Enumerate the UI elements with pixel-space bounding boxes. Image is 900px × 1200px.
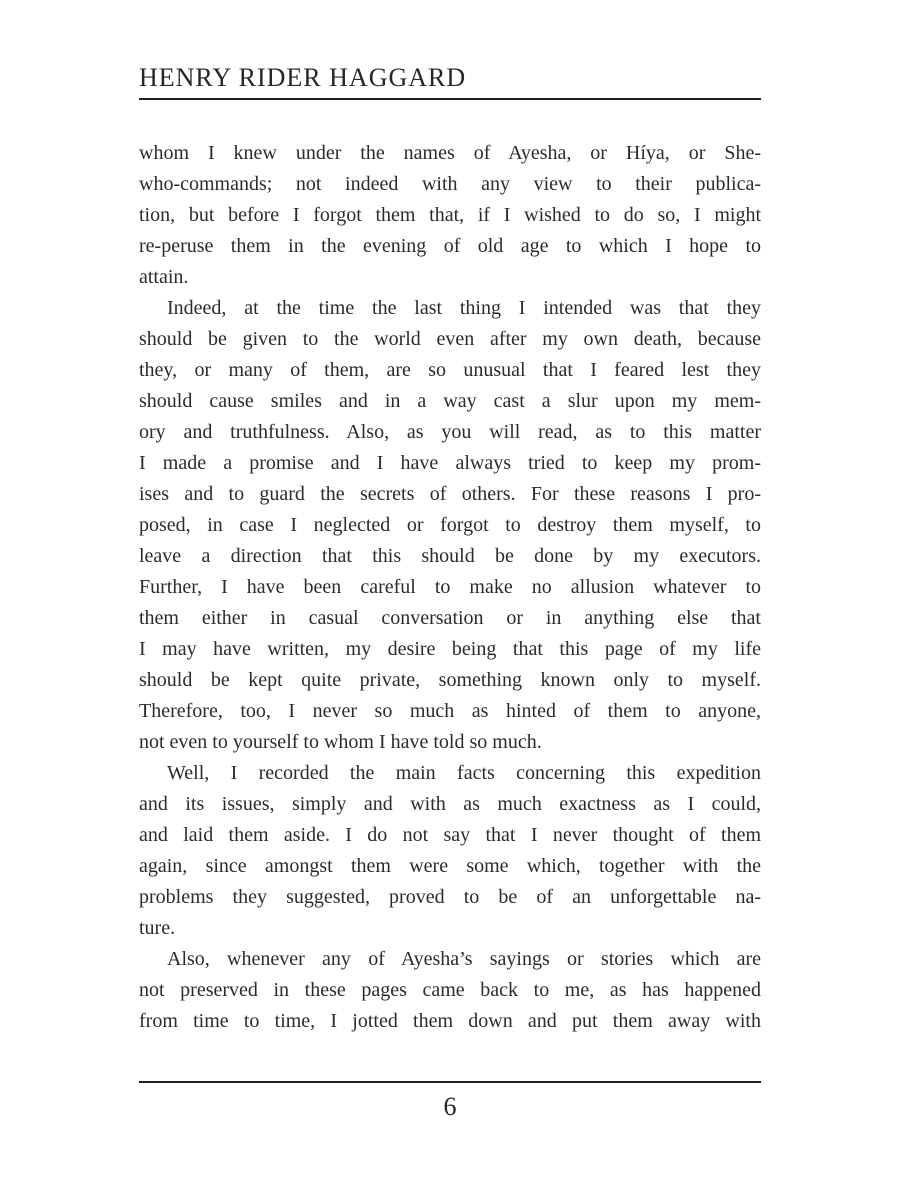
text-line: whom I knew under the names of Ayesha, or Híya, or She- xyxy=(139,142,761,164)
text-line: ory and truthfulness. Also, as you will read, as to this matter xyxy=(139,421,761,443)
text-line: not even to yourself to whom I have told so much. xyxy=(139,731,542,753)
page-number: 6 xyxy=(443,1092,457,1121)
text-line: problems they suggested, proved to be of an unforgettable na- xyxy=(139,886,761,908)
paragraph xyxy=(139,138,761,293)
header-rule xyxy=(139,98,761,100)
text-line: posed, in case I neglected or forgot to destroy them myself, to xyxy=(139,514,761,536)
text-line: not preserved in these pages came back to me, as has happened xyxy=(139,979,761,1001)
text-line: Further, I have been careful to make no allusion whatever to xyxy=(139,576,761,598)
text-line: should be given to the world even after my own death, because xyxy=(139,328,761,350)
text-line: Therefore, too, I never so much as hinted of them to anyone, xyxy=(139,700,761,722)
text-line: I may have written, my desire being that this page of my life xyxy=(139,638,761,660)
paragraph xyxy=(139,758,761,944)
text-line: and its issues, simply and with as much exactness as I could, xyxy=(139,793,761,815)
text-line: who-commands; not indeed with any view to their publica- xyxy=(139,173,761,195)
text-line: ises and to guard the secrets of others. For these reasons I pro- xyxy=(139,483,761,505)
text-line: Indeed, at the time the last thing I intended was that they xyxy=(167,297,761,319)
text-line: attain. xyxy=(139,266,189,288)
text-line: from time to time, I jotted them down and put them away with xyxy=(139,1010,761,1032)
text-line: Well, I recorded the main facts concerning this expedition xyxy=(167,762,761,784)
text-line: again, since amongst them were some which, together with the xyxy=(139,855,761,877)
text-line: Also, whenever any of Ayesha’s sayings or stories which are xyxy=(167,948,761,970)
text-line: leave a direction that this should be done by my executors. xyxy=(139,545,761,567)
text-line: and laid them aside. I do not say that I never thought of them xyxy=(139,824,761,846)
text-line: ture. xyxy=(139,917,176,939)
paragraph xyxy=(139,944,761,1037)
text-line: them either in casual conversation or in anything else that xyxy=(139,607,761,629)
text-line: should cause smiles and in a way cast a slur upon my mem- xyxy=(139,390,761,412)
footer-rule xyxy=(139,1081,761,1083)
text-line: should be kept quite private, something known only to myself. xyxy=(139,669,761,691)
text-block xyxy=(139,138,761,1037)
text-line: I made a promise and I have always tried to keep my prom- xyxy=(139,452,761,474)
running-header-title: HENRY RIDER HAGGARD xyxy=(139,63,467,92)
paragraph xyxy=(139,293,761,758)
text-line: tion, but before I forgot them that, if I wished to do so, I might xyxy=(139,204,761,226)
text-line: they, or many of them, are so unusual that I feared lest they xyxy=(139,359,761,381)
text-line: re-peruse them in the evening of old age to which I hope to xyxy=(139,235,761,257)
